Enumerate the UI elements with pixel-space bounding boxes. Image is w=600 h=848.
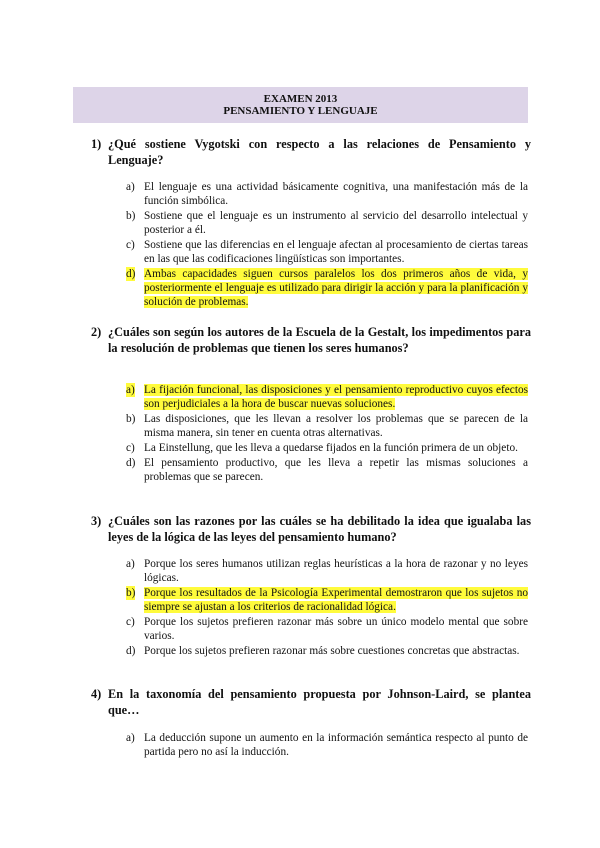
option-4a (126, 731, 528, 759)
option-1d-highlighted (126, 267, 528, 309)
option-letter: a) (126, 384, 135, 396)
option-letter: d) (126, 457, 136, 469)
option-letter: c) (126, 442, 135, 454)
option-1b (126, 209, 528, 237)
option-text: Porque los resultados de la Psicología Experimental demostraron que los sujetos no siempre se ajustan a los criterios de racionalidad lógica. (144, 587, 528, 613)
option-3c (126, 615, 528, 643)
option-letter: c) (126, 239, 135, 251)
question-text: En la taxonomía del pensamiento propuesta por Johnson-Laird, se plantea que… (108, 687, 531, 717)
option-text: La deducción supone un aumento en la información semántica respecto al punto de partida pero no así la inducción. (144, 732, 528, 758)
option-text: El lenguaje es una actividad básicamente cognitiva, una manifestación más de la función simbólica. (144, 181, 528, 207)
question-2-options (126, 383, 528, 485)
question-number: 4) (91, 687, 102, 701)
option-text: Las disposiciones, que les llevan a resolver los problemas que se parecen de la misma manera, sin tener en cuenta otras alternativas. (144, 413, 528, 439)
option-3b-highlighted (126, 586, 528, 614)
option-3a (126, 557, 528, 585)
option-text: Sostiene que el lenguaje es un instrumento al servicio del desarrollo intelectual y posterior a él. (144, 210, 528, 236)
option-text: El pensamiento productivo, que les lleva a repetir las mismas soluciones a problemas que se parecen. (144, 457, 528, 483)
option-text: Porque los sujetos prefieren razonar más sobre un único modelo mental que sobre varios. (144, 616, 528, 642)
question-text: ¿Qué sostiene Vygotski con respecto a las relaciones de Pensamiento y Lenguaje? (108, 137, 531, 167)
exam-subject: PENSAMIENTO Y LENGUAJE (223, 105, 378, 117)
question-1 (91, 137, 531, 168)
question-number: 3) (91, 514, 102, 528)
question-4-options (126, 731, 528, 760)
option-text: Ambas capacidades siguen cursos paralelos los dos primeros años de vida, y posteriormente el lenguaje es utilizado para dirigir la acción y para la planificación y solución de problemas. (144, 268, 528, 308)
option-text: La fijación funcional, las disposiciones y el pensamiento reproductivo cuyos efectos son perjudiciales a la hora de buscar nuevas soluciones. (144, 384, 528, 410)
question-1-options (126, 180, 528, 310)
option-3d (126, 644, 528, 658)
option-1a (126, 180, 528, 208)
option-letter: a) (126, 732, 135, 744)
question-text: ¿Cuáles son según los autores de la Escuela de la Gestalt, los impedimentos para la resolución de problemas que tienen los seres humanos? (108, 325, 531, 355)
option-letter: b) (126, 413, 136, 425)
option-text: La Einstellung, que les lleva a quedarse fijados en la función primera de un objeto. (144, 442, 518, 454)
option-letter: a) (126, 558, 135, 570)
question-3-options (126, 557, 528, 659)
question-number: 2) (91, 325, 102, 339)
option-2c (126, 441, 528, 455)
question-2 (91, 325, 531, 356)
option-letter: d) (126, 268, 136, 280)
option-2a-highlighted (126, 383, 528, 411)
option-text: Porque los sujetos prefieren razonar más sobre cuestiones concretas que abstractas. (144, 645, 520, 657)
option-letter: c) (126, 616, 135, 628)
option-letter: b) (126, 587, 136, 599)
option-1c (126, 238, 528, 266)
option-2d (126, 456, 528, 484)
option-letter: d) (126, 645, 136, 657)
option-letter: b) (126, 210, 136, 222)
option-letter: a) (126, 181, 135, 193)
option-text: Sostiene que las diferencias en el lenguaje afectan al procesamiento de ciertas tareas en las que las codificaciones lingüísticas son importantes. (144, 239, 528, 265)
question-text: ¿Cuáles son las razones por las cuáles se ha debilitado la idea que igualaba las leyes de la lógica de las leyes del pensamiento humano? (108, 514, 531, 544)
option-text: Porque los seres humanos utilizan reglas heurísticas a la hora de razonar y no leyes lógicas. (144, 558, 528, 584)
question-number: 1) (91, 137, 102, 151)
question-4 (91, 687, 531, 718)
exam-header (73, 87, 528, 123)
option-2b (126, 412, 528, 440)
exam-title: EXAMEN 2013 (263, 93, 338, 105)
question-3 (91, 514, 531, 545)
